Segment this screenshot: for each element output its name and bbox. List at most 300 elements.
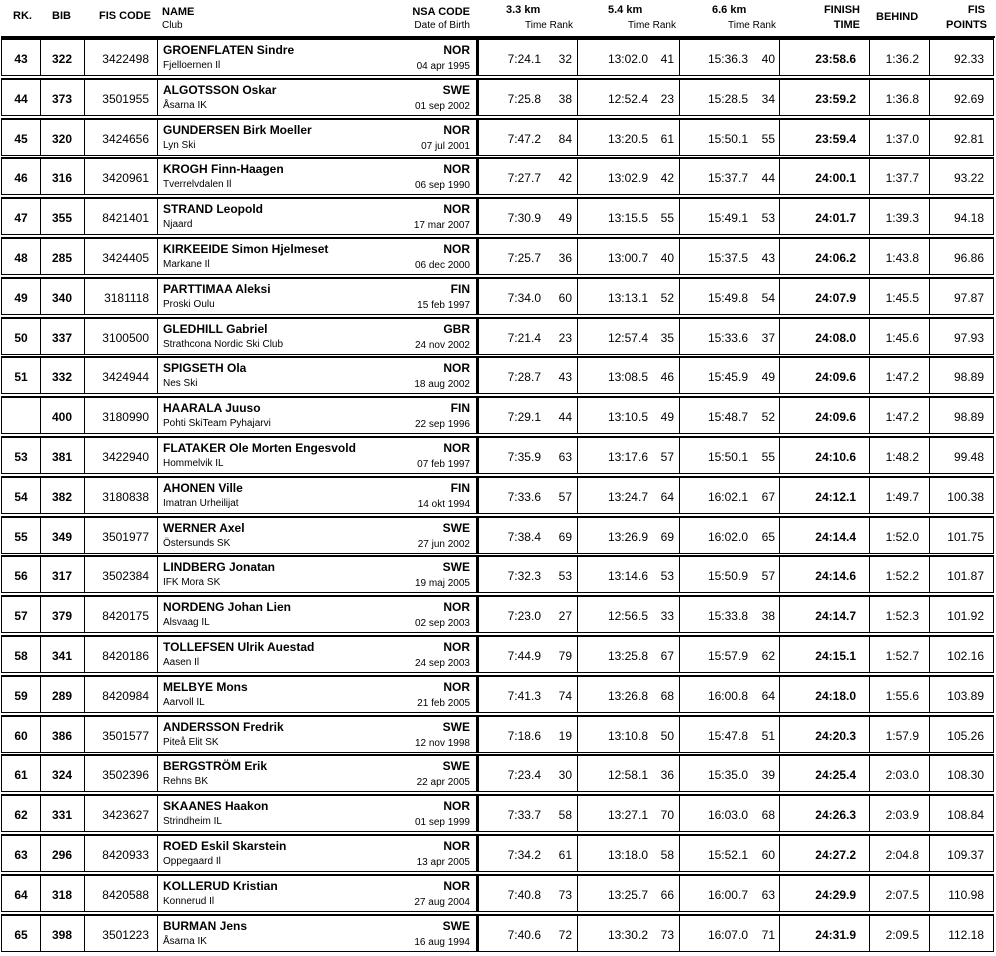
split3-time: 15:36.3: [707, 52, 748, 66]
divider: [577, 438, 578, 473]
table-row: [1, 38, 994, 76]
divider: [84, 40, 85, 75]
finish-time: 24:20.3: [815, 728, 856, 743]
athlete-name: AHONEN Ville: [163, 480, 243, 495]
divider: [779, 518, 780, 553]
athlete-name: SKAANES Haakon: [163, 799, 269, 814]
divider: [779, 199, 780, 234]
split3-rank: 34: [761, 91, 775, 106]
split1-rank: 32: [558, 52, 572, 66]
fis-points: 105.26: [947, 728, 984, 743]
split1-rank: 69: [558, 529, 572, 544]
bib-cell: 331: [51, 808, 73, 823]
split3-rank: 44: [761, 171, 775, 186]
date-of-birth: 06 dec 2000: [414, 260, 470, 271]
split2-time: 13:30.2: [607, 927, 648, 942]
fis-points: 93.22: [953, 171, 984, 186]
athlete-name: GUNDERSEN Birk Moeller: [163, 122, 312, 137]
divider: [476, 717, 479, 752]
divider: [679, 677, 680, 712]
split1-rank: 74: [558, 688, 572, 703]
split2-rank: 52: [660, 290, 674, 305]
nsa-code: NOR: [443, 122, 470, 137]
split3-rank: 62: [761, 649, 775, 663]
split2-time: 13:13.1: [607, 290, 648, 305]
table-row: [1, 277, 994, 315]
table-row: [1, 715, 994, 753]
divider: [577, 398, 578, 433]
finish-time: 24:31.9: [815, 927, 856, 942]
split1-time: 7:33.7: [507, 808, 541, 823]
divider: [577, 518, 578, 553]
behind-time: 1:36.2: [885, 52, 919, 66]
behind-time: 2:04.8: [885, 848, 919, 862]
behind-time: 2:03.0: [885, 768, 919, 783]
divider: [84, 159, 85, 194]
divider: [476, 80, 479, 115]
fis-code-cell: 3501977: [102, 529, 149, 544]
athlete-club: Åsarna IK: [163, 99, 207, 111]
bib-cell: 317: [51, 569, 73, 584]
fis-code-cell: 8420933: [102, 848, 149, 862]
nsa-code: FIN: [450, 281, 470, 296]
behind-time: 1:45.6: [885, 330, 919, 345]
divider: [929, 916, 930, 951]
divider: [679, 438, 680, 473]
divider: [679, 398, 680, 433]
split2-rank: 55: [660, 211, 674, 226]
split3-time: 15:49.8: [707, 290, 748, 305]
finish-time: 23:59.2: [815, 91, 856, 106]
divider: [157, 40, 158, 75]
divider: [476, 159, 479, 194]
split2-rank: 68: [660, 688, 674, 703]
fis-code-cell: 3502396: [102, 768, 149, 783]
divider: [779, 876, 780, 911]
table-row: [1, 754, 994, 792]
divider: [157, 199, 158, 234]
divider: [679, 279, 680, 314]
divider: [929, 120, 930, 155]
finish-time: 24:25.4: [815, 768, 856, 783]
table-row: [1, 874, 994, 912]
behind-time: 1:52.0: [885, 529, 919, 544]
split2-rank: 73: [660, 927, 674, 942]
bib-cell: 289: [51, 688, 73, 703]
split2-time: 13:24.7: [607, 489, 648, 504]
date-of-birth: 21 feb 2005: [417, 697, 470, 709]
behind-time: 1:37.7: [885, 171, 919, 186]
split1-time: 7:33.6: [507, 489, 541, 504]
table-row: [1, 555, 994, 593]
divider: [157, 876, 158, 911]
split3-rank: 55: [761, 450, 775, 464]
split3-time: 16:02.0: [707, 529, 748, 544]
split3-rank: 37: [761, 330, 775, 345]
divider: [929, 199, 930, 234]
split1-time: 7:34.0: [507, 290, 541, 305]
divider: [929, 358, 930, 393]
behind-time: 1:52.2: [885, 569, 919, 584]
divider: [929, 438, 930, 473]
divider: [84, 438, 85, 473]
split2-rank: 61: [660, 131, 674, 146]
table-row: [1, 675, 994, 713]
divider: [779, 159, 780, 194]
fis-code-cell: 3420961: [102, 171, 149, 186]
athlete-name: MELBYE Mons: [163, 679, 248, 694]
divider: [679, 916, 680, 951]
divider: [929, 677, 930, 712]
split3-time: 15:45.9: [707, 370, 748, 385]
split2-time: 13:26.8: [607, 688, 648, 703]
fis-code-cell: 3501223: [102, 927, 149, 942]
split2-rank: 58: [660, 848, 674, 862]
rank-cell: 58: [14, 649, 28, 663]
divider: [929, 717, 930, 752]
date-of-birth: 27 aug 2004: [414, 896, 470, 908]
divider: [84, 836, 85, 871]
divider: [577, 40, 578, 75]
athlete-club: Proski Oulu: [163, 298, 215, 310]
divider: [577, 557, 578, 592]
divider: [779, 677, 780, 712]
divider: [476, 557, 479, 592]
finish-time: 24:14.4: [815, 529, 856, 544]
bib-cell: 320: [51, 131, 73, 146]
athlete-club: Fjelloernen Il: [163, 60, 221, 71]
athlete-name: FLATAKER Ole Morten Engesvold: [163, 441, 356, 455]
divider: [779, 279, 780, 314]
divider: [157, 239, 158, 274]
bib-cell: 337: [51, 330, 73, 345]
divider: [157, 756, 158, 791]
divider: [679, 637, 680, 672]
split2-rank: 53: [660, 569, 674, 584]
divider: [869, 836, 870, 871]
divider: [869, 756, 870, 791]
nsa-code: NOR: [443, 878, 470, 893]
finish-time: 24:27.2: [815, 848, 856, 862]
divider: [779, 438, 780, 473]
finish-time: 24:18.0: [815, 688, 856, 703]
header-finish: FINISH: [823, 4, 860, 16]
divider: [84, 677, 85, 712]
divider: [476, 319, 479, 354]
athlete-name: TOLLEFSEN Ulrik Auestad: [163, 640, 315, 654]
divider: [869, 597, 870, 632]
nsa-code: NOR: [443, 600, 470, 615]
divider: [679, 239, 680, 274]
divider: [929, 557, 930, 592]
header-bib: BIB: [52, 10, 71, 22]
fis-points: 101.75: [947, 529, 984, 544]
divider: [929, 478, 930, 513]
divider: [476, 796, 479, 831]
split2-time: 13:26.9: [607, 529, 648, 544]
athlete-club: Tverrelvdalen Il: [163, 179, 232, 191]
rank-cell: 53: [14, 450, 28, 464]
behind-time: 1:52.7: [885, 649, 919, 663]
header-fis-code: FIS CODE: [99, 10, 151, 22]
divider: [779, 120, 780, 155]
divider: [476, 756, 479, 791]
split2-rank: 41: [660, 52, 674, 66]
table-row: [1, 118, 994, 156]
divider: [577, 358, 578, 393]
header-dob: Date of Birth: [414, 20, 470, 31]
fis-code-cell: 3100500: [102, 330, 149, 345]
divider: [679, 796, 680, 831]
behind-time: 1:49.7: [885, 489, 919, 504]
split2-rank: 36: [660, 768, 674, 783]
split1-time: 7:28.7: [507, 370, 541, 385]
athlete-club: Strathcona Nordic Ski Club: [163, 338, 284, 350]
divider: [84, 398, 85, 433]
divider: [679, 756, 680, 791]
divider: [929, 796, 930, 831]
divider: [577, 637, 578, 672]
divider: [679, 557, 680, 592]
finish-time: 24:08.0: [815, 330, 856, 345]
athlete-name: STRAND Leopold: [163, 202, 263, 217]
bib-cell: 332: [51, 370, 73, 385]
split2-time: 13:18.0: [607, 848, 648, 862]
divider: [929, 637, 930, 672]
divider: [779, 40, 780, 75]
divider: [869, 358, 870, 393]
divider: [476, 199, 479, 234]
athlete-name: HAARALA Juuso: [163, 401, 261, 416]
athlete-club: Alsvaag IL: [163, 617, 210, 629]
nsa-code: SWE: [442, 918, 470, 933]
split3-time: 15:37.7: [707, 171, 748, 186]
nsa-code: SWE: [442, 759, 470, 774]
bib-cell: 340: [51, 290, 73, 305]
rank-cell: 61: [14, 768, 28, 783]
athlete-name: KIRKEEIDE Simon Hjelmeset: [163, 242, 329, 256]
split1-time: 7:27.7: [507, 171, 541, 186]
header-split2: 5.4 km: [608, 4, 643, 16]
divider: [929, 836, 930, 871]
athlete-name: ANDERSSON Fredrik: [163, 719, 284, 734]
fis-points: 98.89: [953, 410, 984, 425]
fis-points: 97.93: [953, 330, 984, 345]
split1-rank: 60: [558, 290, 572, 305]
split3-time: 15:47.8: [707, 728, 748, 743]
divider: [84, 358, 85, 393]
fis-points: 98.89: [953, 370, 984, 385]
bib-cell: 355: [51, 211, 73, 226]
athlete-club: Lyn Ski: [163, 139, 196, 151]
divider: [779, 557, 780, 592]
rank-cell: 48: [14, 251, 28, 265]
header-split1-sub: Time Rank: [525, 20, 573, 31]
fis-points: 92.69: [953, 91, 984, 106]
table-row: [1, 595, 994, 633]
divider: [157, 398, 158, 433]
split2-time: 13:02.0: [607, 52, 648, 66]
divider: [84, 80, 85, 115]
divider: [779, 239, 780, 274]
divider: [476, 637, 479, 672]
finish-time: 24:14.6: [815, 569, 856, 584]
table-row: [1, 914, 994, 952]
fis-points: 103.89: [947, 688, 984, 703]
split2-rank: 35: [660, 330, 674, 345]
split2-rank: 42: [660, 171, 674, 186]
divider: [779, 319, 780, 354]
split3-time: 15:52.1: [707, 848, 748, 862]
header-split3-sub: Time Rank: [728, 20, 776, 31]
split2-time: 12:57.4: [607, 330, 648, 345]
date-of-birth: 12 nov 1998: [414, 737, 470, 749]
split1-time: 7:41.3: [507, 688, 541, 703]
bib-cell: 400: [51, 410, 73, 425]
nsa-code: SWE: [442, 82, 470, 97]
rank-cell: 46: [14, 171, 28, 186]
nsa-code: NOR: [443, 242, 470, 256]
date-of-birth: 07 feb 1997: [417, 459, 470, 470]
finish-time: 24:12.1: [815, 489, 856, 504]
split1-rank: 63: [558, 450, 572, 464]
split3-time: 16:03.0: [707, 808, 748, 823]
divider: [84, 239, 85, 274]
bib-cell: 373: [51, 91, 73, 106]
split2-rank: 46: [660, 370, 674, 385]
split2-time: 13:27.1: [607, 808, 648, 823]
table-row: [1, 635, 994, 673]
divider: [779, 756, 780, 791]
behind-time: 1:45.5: [885, 290, 919, 305]
divider: [157, 279, 158, 314]
divider: [476, 677, 479, 712]
behind-time: 1:37.0: [885, 131, 919, 146]
split1-time: 7:30.9: [507, 211, 541, 226]
divider: [157, 836, 158, 871]
nsa-code: FIN: [450, 401, 470, 416]
divider: [679, 199, 680, 234]
split3-rank: 49: [761, 370, 775, 385]
divider: [869, 876, 870, 911]
split3-rank: 52: [761, 410, 775, 425]
header-fis: FIS: [967, 4, 985, 16]
divider: [869, 916, 870, 951]
behind-time: 1:52.3: [885, 609, 919, 624]
split2-rank: 50: [660, 728, 674, 743]
divider: [679, 597, 680, 632]
athlete-name: KROGH Finn-Haagen: [163, 162, 284, 177]
table-row: [1, 157, 994, 195]
divider: [929, 597, 930, 632]
divider: [157, 518, 158, 553]
divider: [84, 120, 85, 155]
bib-cell: 296: [51, 848, 73, 862]
table-row: [1, 396, 994, 434]
split1-rank: 43: [558, 370, 572, 385]
divider: [929, 518, 930, 553]
athlete-club: Åsarna IK: [163, 935, 207, 947]
divider: [779, 717, 780, 752]
divider: [476, 597, 479, 632]
divider: [84, 916, 85, 951]
split2-rank: 40: [660, 251, 674, 265]
divider: [869, 199, 870, 234]
athlete-name: LINDBERG Jonatan: [163, 560, 276, 575]
divider: [476, 358, 479, 393]
split1-rank: 49: [558, 211, 572, 226]
behind-time: 1:36.8: [885, 91, 919, 106]
fis-points: 94.18: [953, 211, 984, 226]
divider: [476, 40, 479, 75]
divider: [577, 597, 578, 632]
nsa-code: NOR: [443, 43, 470, 57]
fis-code-cell: 8421401: [102, 211, 149, 226]
athlete-name: ROED Eskil Skarstein: [163, 839, 287, 853]
date-of-birth: 01 sep 1999: [414, 817, 470, 829]
fis-code-cell: 8420175: [102, 609, 149, 624]
divider: [679, 518, 680, 553]
athlete-club: Strindheim IL: [163, 816, 222, 828]
athlete-name: BERGSTRÖM Erik: [163, 759, 268, 774]
divider: [869, 518, 870, 553]
split1-time: 7:40.8: [507, 887, 541, 902]
split2-rank: 67: [660, 649, 674, 663]
fis-points: 96.86: [953, 251, 984, 265]
split1-rank: 53: [558, 569, 572, 584]
finish-time: 24:29.9: [815, 887, 856, 902]
split1-time: 7:25.8: [507, 91, 541, 106]
rank-cell: 60: [14, 728, 28, 743]
table-row: [1, 78, 994, 116]
divider: [929, 319, 930, 354]
divider: [679, 836, 680, 871]
split1-rank: 30: [558, 768, 572, 783]
divider: [577, 478, 578, 513]
split3-time: 15:35.0: [707, 768, 748, 783]
finish-time: 24:14.7: [815, 609, 856, 624]
athlete-club: Östersunds SK: [163, 537, 231, 549]
split2-time: 13:10.8: [607, 728, 648, 743]
divider: [577, 756, 578, 791]
divider: [869, 398, 870, 433]
finish-time: 23:58.6: [815, 52, 856, 66]
split3-rank: 40: [761, 52, 775, 66]
athlete-club: Aarvoll IL: [163, 696, 205, 708]
header-club: Club: [162, 20, 183, 31]
nsa-code: NOR: [443, 839, 470, 853]
nsa-code: NOR: [443, 162, 470, 177]
split1-time: 7:18.6: [507, 728, 541, 743]
divider: [577, 120, 578, 155]
header-name: NAME: [162, 6, 195, 18]
split2-time: 12:52.4: [607, 91, 648, 106]
split3-rank: 54: [761, 290, 775, 305]
date-of-birth: 22 sep 1996: [414, 419, 470, 431]
divider: [476, 836, 479, 871]
bib-cell: 386: [51, 728, 73, 743]
athlete-name: PARTTIMAA Aleksi: [163, 281, 271, 296]
split3-rank: 63: [761, 887, 775, 902]
divider: [476, 478, 479, 513]
finish-time: 24:09.6: [815, 410, 856, 425]
divider: [869, 557, 870, 592]
divider: [869, 40, 870, 75]
split2-rank: 57: [660, 450, 674, 464]
divider: [157, 597, 158, 632]
split3-rank: 71: [761, 927, 775, 942]
date-of-birth: 18 aug 2002: [414, 379, 470, 391]
